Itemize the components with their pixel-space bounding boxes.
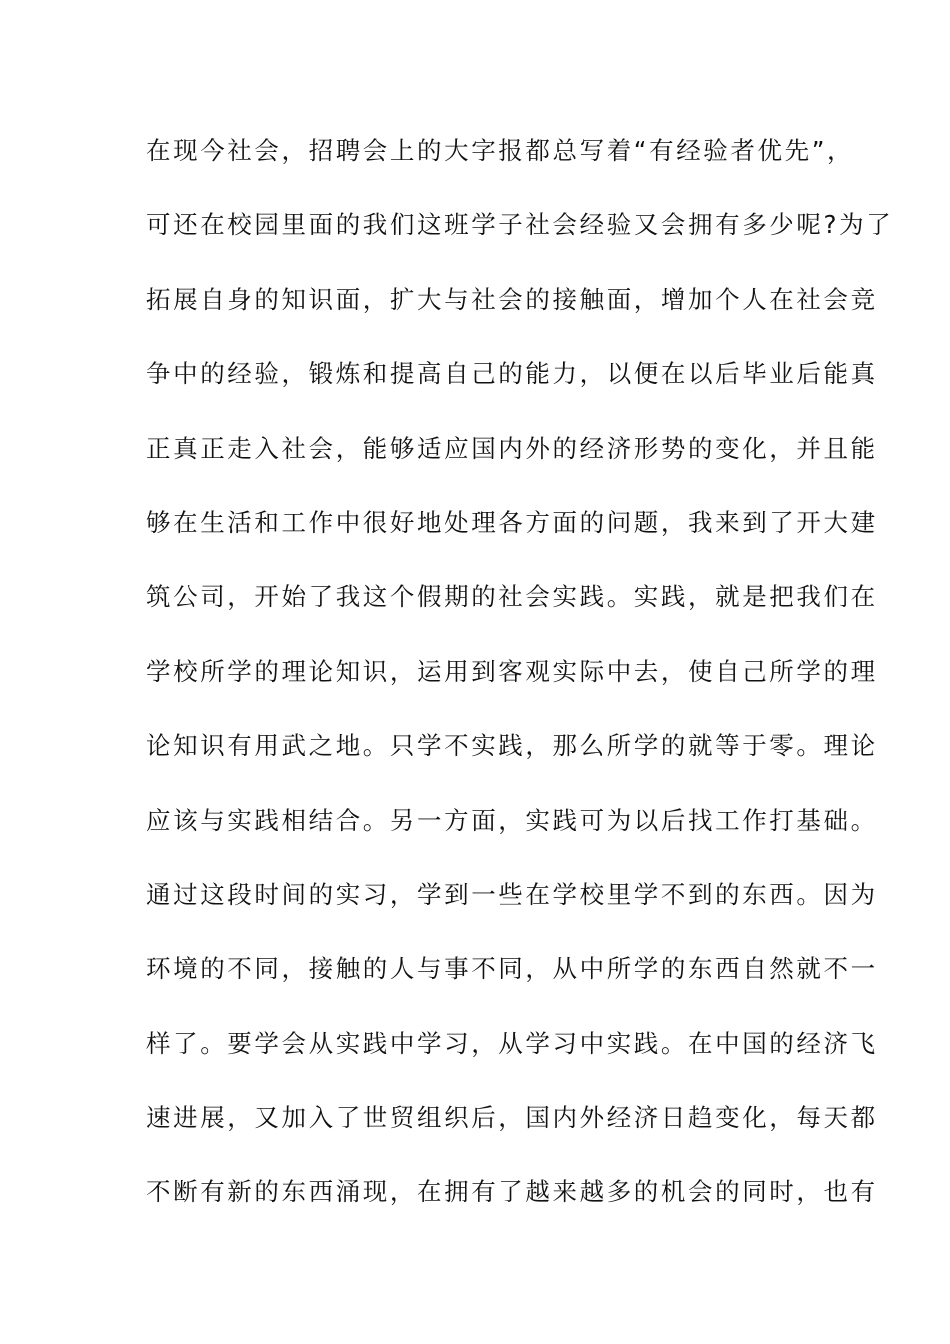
- text-line: 论知识有用武之地。只学不实践，那么所学的就等于零。理论: [146, 731, 878, 761]
- text-line: 环境的不同，接触的人与事不同，从中所学的东西自然就不一: [146, 954, 878, 984]
- text-line: 不断有新的东西涌现，在拥有了越来越多的机会的同时，也有: [146, 1177, 878, 1207]
- text-line: 够在生活和工作中很好地处理各方面的问题，我来到了开大建: [146, 507, 878, 537]
- text-line: 可还在校园里面的我们这班学子社会经验又会拥有多少呢?为了: [146, 210, 894, 240]
- text-line: 应该与实践相结合。另一方面，实践可为以后找工作打基础。: [146, 805, 878, 835]
- text-line: 拓展自身的知识面，扩大与社会的接触面，增加个人在社会竞: [146, 284, 878, 314]
- text-line: 速进展，又加入了世贸组织后，国内外经济日趋变化，每天都: [146, 1103, 878, 1133]
- text-line: 争中的经验，锻炼和提高自己的能力，以便在以后毕业后能真: [146, 359, 878, 389]
- text-line: 正真正走入社会，能够适应国内外的经济形势的变化，并且能: [146, 433, 878, 463]
- text-line: 样了。要学会从实践中学习，从学习中实践。在中国的经济飞: [146, 1028, 878, 1058]
- text-line: 通过这段时间的实习，学到一些在学校里学不到的东西。因为: [146, 879, 878, 909]
- body-text: [146, 128, 894, 1244]
- text-line: 学校所学的理论知识，运用到客观实际中去，使自己所学的理: [146, 656, 878, 686]
- text-line: 筑公司，开始了我这个假期的社会实践。实践，就是把我们在: [146, 582, 878, 612]
- text-line: 在现今社会，招聘会上的大字报都总写着“有经验者优先”，: [146, 136, 855, 165]
